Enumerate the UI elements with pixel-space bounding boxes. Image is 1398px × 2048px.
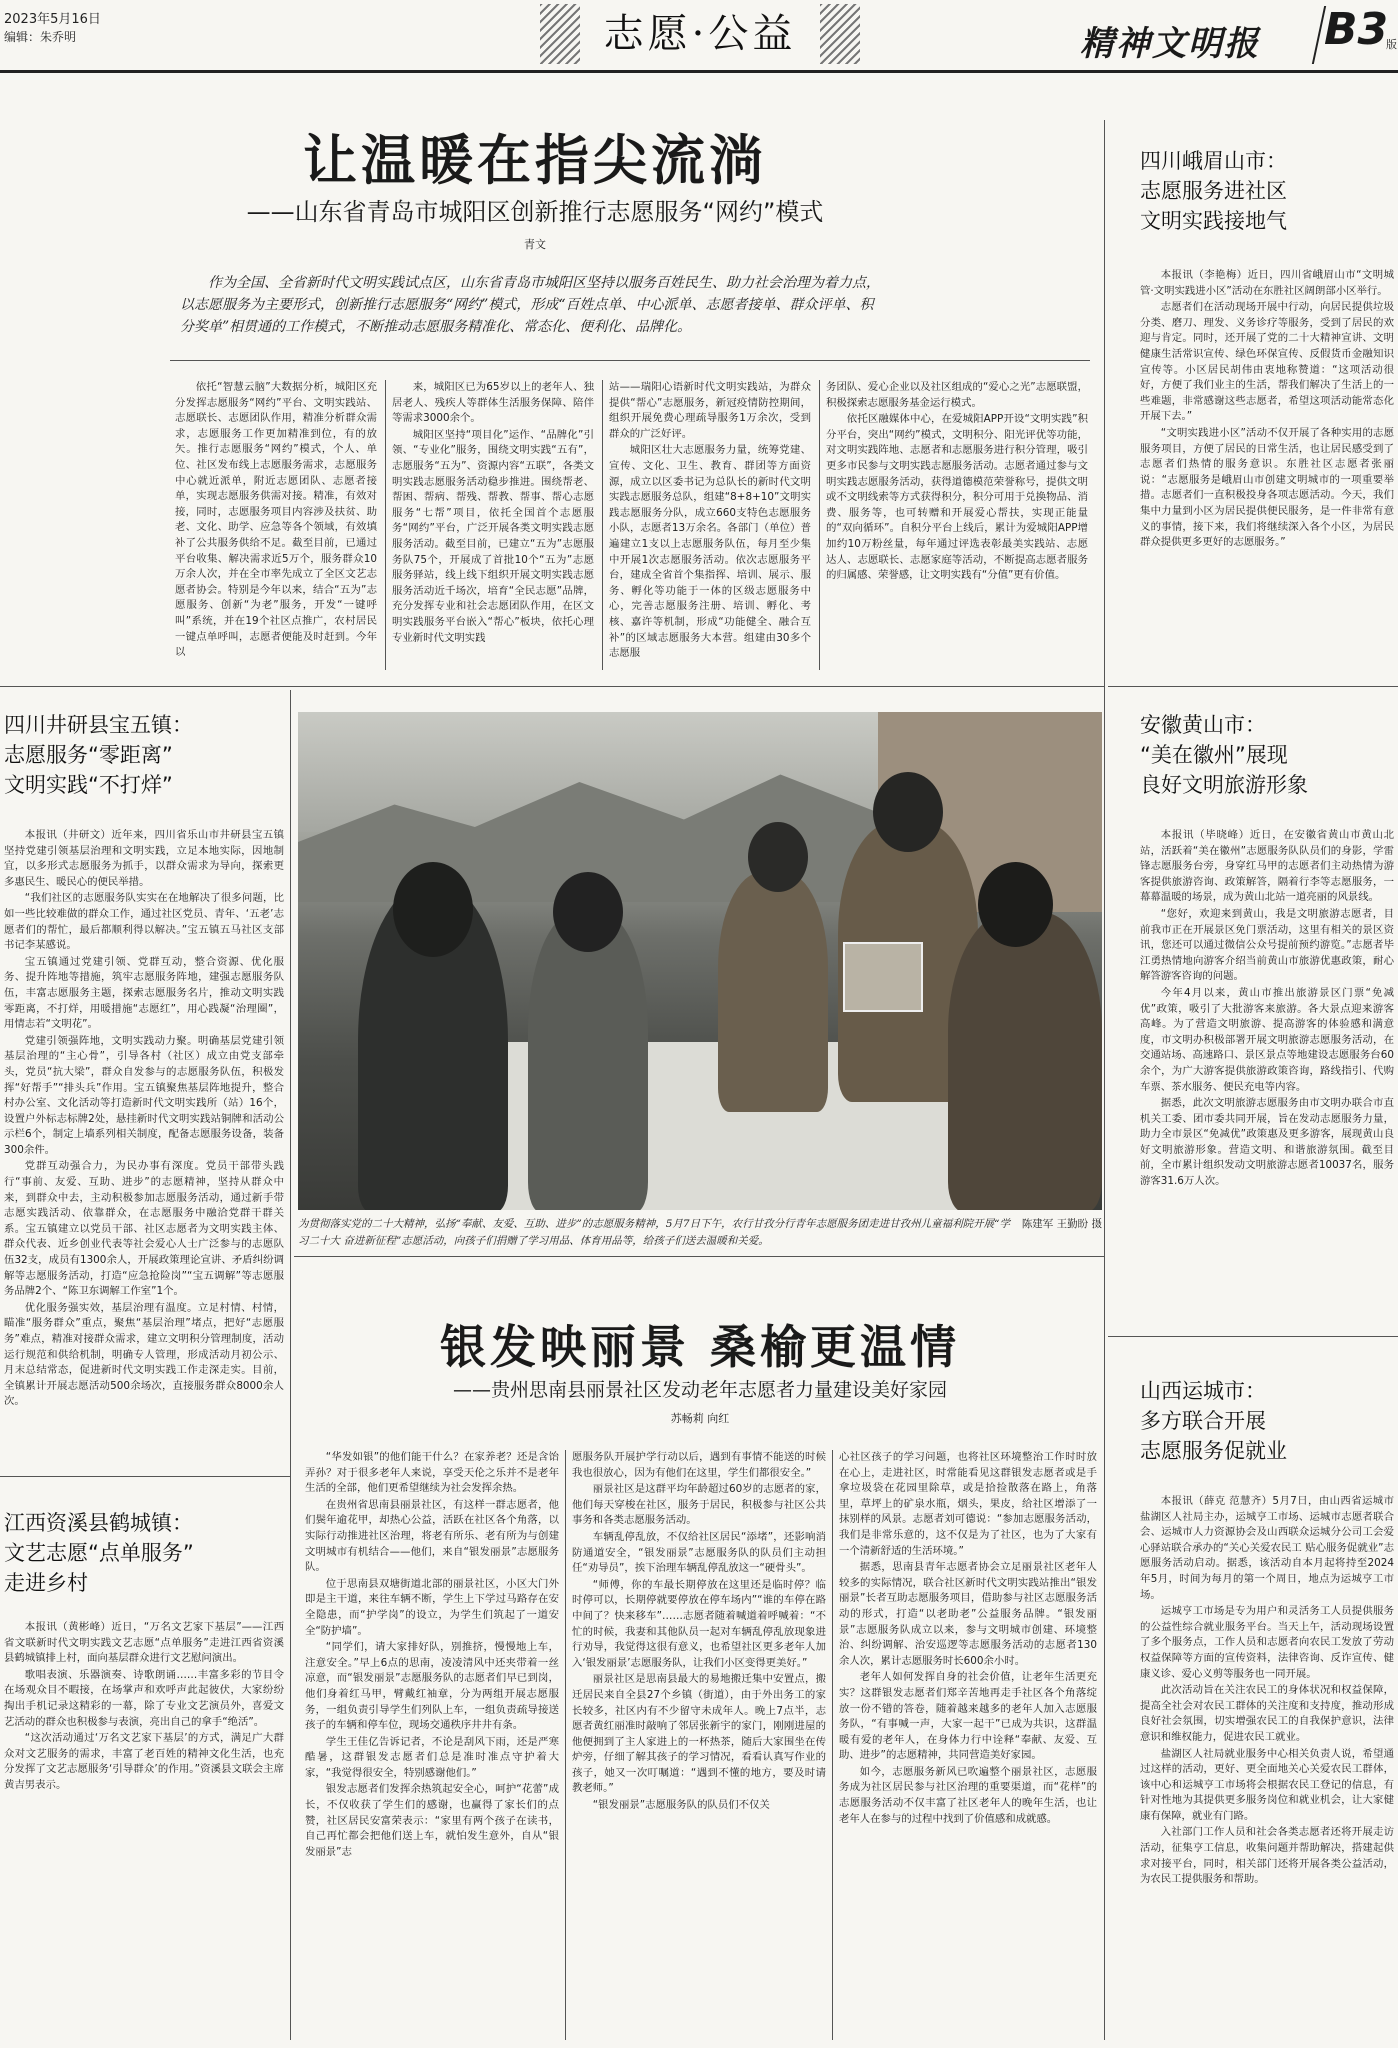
article2-column-2: 愿服务队开展护学行动以后，遇到有事情不能送的时候我也很放心，因为有他们在这里，学生们都很安全。” 丽景社区是这群平均年龄超过60岁的志愿者的家，他们每天穿梭在社区，服务于居民，积极参与社区公共事务和各类志愿服务活动。 车辆乱停乱放，不仅给社区居民“添堵”，还影响消防通道安全，“银发丽景”志愿服务队的队员们主动担任“劝导员”，挨下治理车辆乱停乱放这一“硬骨头”。 “师傅，你的车最长期停放在这里还是临时停？临时停可以，长期停就要停放在停车场内”“谁的车停在路中间了？快来移车”……志愿者随着喊道着呼喊着：“不忙的时候，我妻和其他队员一起对车辆乱停乱放现象进行劝导，我觉得这很有意义，也希望社区更多老年人加入‘银发丽景’志愿服务队，让我们小区变得更美好。” 丽景社区是思南县最大的易地搬迁集中安置点，搬迁居民来自全县27个乡镇（街道），由于外出务工的家长较多，社区内有不少留守未成年人。晚上7点半，志愿者黄红丽准时敲响了邻居张新宇的家门，刚刚进屋的他便拥到了主人家进上的一杯热茶，随后大家围坐在传炉旁，仔细了解其孩子的学习情况，看看认真写作业的孩子，她又一次叮嘱道：“遇到不懂的地方，要及时请教老师。” “银发丽景”志愿服务队的队员们不仅关 <box>572 1451 826 1812</box>
article2-subheadline: ——贵州思南县丽景社区发动老年志愿者力量建设美好家园 <box>452 1379 947 1401</box>
divider <box>294 1256 1104 1257</box>
photo-credit: 陈建军 王勤盼 摄 <box>1021 1218 1102 1230</box>
right-column-rule <box>1104 120 1105 2040</box>
photo-volunteer-1-head <box>748 822 808 892</box>
side-yuncheng-body: 本报讯（薛克 范慧齐）5月7日，由山西省运城市盐湖区人社局主办，运城亨工市场、运城市志愿者联合会、运城市人力资源协会及山西联众运城分公司工会爱心驿站联合承办的“关心关爱农民工 贴心服务促就业”志愿服务活动启动。据悉，该活动自本月起将持至2024年5月，时间为每月的第一个周日，地点为运城亨工市场。 运城亨工市场是专为用户和灵活务工人员提供服务的公益性综合就业服务平台。当天上午，活动现场设置了多个服务点，工作人员和志愿者向农民工发放了劳动权益保障等方面的宣传资料，法律咨询、反诈宣传、健康义诊、爱心义剪等服务也一同开展。 此次活动旨在关注农民工的身体状况和权益保障，提高全社会对农民工群体的关注度和支持度，推动形成良好社会氛围，切实增强农民工的自我保护意识，法律意识和维权能力，促进农民工就业。 盐湖区人社局就业服务中心相关负责人说，希望通过这样的活动，更好、更全面地关心关爱农民工群体，该中心和运城亨工市场将会根据农民工登记的信息，有针对性地为其提供更多服务岗位和就业机会，让大家健康有保障，就业有门路。 入社部门工作人员和社会各类志愿者还将开展走访活动，征集亨工信息，收集问题并帮助解决，搭建起供求对接平台，同时，相关部门还将开展各类公益活动，为农民工提供服务和帮助。 <box>1140 1495 1394 1886</box>
section-title: 志愿·公益 <box>603 11 797 57</box>
photo-volunteer-3 <box>948 912 1102 1210</box>
divider <box>0 1476 290 1477</box>
divider <box>1108 1336 1398 1337</box>
article1-lede: 作为全国、全省新时代文明实践试点区，山东省青岛市城阳区坚持以服务百姓民生、助力社会治理为着力点，以志愿服务为主要形式，创新推行志愿服务“网约”模式，形成“百姓点单、中心派单、志愿者接单、群众评单、积分奖单”相贯通的工作模式，不断推动志愿服务精准化、常态化、便利化、品牌化。 <box>180 275 880 335</box>
issue-date: 2023年5月16日 <box>4 12 101 27</box>
divider <box>170 360 1090 361</box>
article1-column-2: 来，城阳区已为65岁以上的老年人、独居老人、残疾人等群体生活服务保障、陪伴等需求3000余个。 城阳区坚持“项目化”运作、“品牌化”引领、“专业化”服务，围绕文明实践“五有”，志愿服务“五为”、资源内容“五联”，各类文明实践志愿服务活动稳步推进。围绕帮老、帮困、帮病、帮残、帮教、帮事、帮心志愿服务“七帮”项目，依托全国首个志愿服务“网约”平台，广泛开展各类文明实践志愿服务活动。截至目前，已建立“五为”志愿服务队75个，开展成了首批10个“五为”志愿服务驿站，线上线下组织开展文明实践志愿服务活动近千场次，培育“全民志愿”品牌，充分发挥专业和社会志愿团队作用，在区文明实践服务平台嵌入“帮心”板块，依托心理专业新时代文明实践 <box>392 381 594 644</box>
photo-caption <box>298 1216 1102 1250</box>
side-huangshan-title: 安徽黄山市： “美在徽州”展现 良好文明旅游形象 <box>1140 713 1308 797</box>
divider <box>565 1450 566 2040</box>
editor-credit: 编辑：朱乔明 <box>4 30 77 44</box>
side-jingyan-body: 本报讯（井研文）近年来，四川省乐山市井研县宝五镇坚持党建引领基层治理和文明实践，立足本地实际，因地制宜，以多形式志愿服务为抓手，以群众需求为导向，探索更多惠民生、暖民心的便民举措。 “我们社区的志愿服务队实实在在地解决了很多问题，比如一些比较难做的群众工作，通过社区党员、青年、‘五老’志愿者们的帮忙，最后都顺利得以解决。”宝五镇五马社区支部书记李某感说。 宝五镇通过党建引领、党群互动，整合资源、优化服务、提升阵地等措施，筑牢志愿服务阵地，建强志愿服务队伍，丰富志愿服务主题，探索志愿服务名片，推动文明实践零距离，不打烊，用暖措施“志愿红”，用心践凝“治理圈”，用情志若“文明花”。 党建引领强阵地，文明实践动力聚。明确基层党建引领基层治理的“主心骨”，引导各村（社区）成立由党支部牵头，党员“抗大梁”，群众自发参与的志愿服务队伍，积极发挥“好帮手”“排头兵”作用。宝五镇聚焦基层阵地提升，整合村办公室、文化活动等打造新时代文明实践所（站）16个，设置户外标志标牌2处，悬挂新时代文明实践站铜牌和活动公示栏6个，制定上墙系列相关制度，配备志愿服务设备，装备300余件。 党群互动强合力，为民办事有深度。党员干部带头践行“事前、友爱、互助、进步”的志愿精神，坚持从群众中来，到群众中去，主动积极参加志愿服务活动，通过新手带志愿实践活动、依靠群众，在志愿服务中融洽党群干群关系。宝五镇建立以党员干部、社区志愿者为文明实践主体、群众代表、近乡创业代表等社会爱心人士广泛参与的志愿队伍32支，成员有1300余人，开展政策理论宣讲、矛盾纠纷调解等志愿服务活动，打造“应急抢险岗”“宝五调解”等志愿服务品牌2个、“陈卫东调解工作室”1个。 优化服务强实效，基层治理有温度。立足村情、村情，瞄准“服务群众”重点，聚焦“基层治理”堵点，把好“志愿服务”难点，精准对接群众需求，建立文明积分管理制度，活动运行规范和供给机制，明确专人管理，形成活动月初公示、月末总结常态，促进新时代文明实践工作走深走实。目前，全镇累计开展志愿活动500余场次，直接服务群众8000余人次。 <box>4 829 284 1408</box>
side-zixi-body: 本报讯（黄彬峰）近日，“万名文艺家下基层”——江西省文联新时代文明实践文艺志愿“点单服务”走进江西省资溪县鹤城镇排上村，面向基层群众进行文艺慰问演出。 歌唱表演、乐器演奏、诗歌朗诵……丰富多彩的节目令在场观众目不暇接，在场掌声和欢呼声此起彼伏，大家纷纷掏出手机记录这精彩的一幕，除了专业文艺演员外，喜爱文艺活动的群众也积极参与表演，亮出自己的拿手“绝活”。 “这次活动通过‘万名文艺家下基层’的方式，满足广大群众对文艺服务的需求，丰富了老百姓的精神文化生活，也充分发挥了文艺志愿服务‘引导群众’的作用。”资溪县文联会主席黄吉男表示。 <box>4 1621 284 1791</box>
decorative-stripes-left <box>540 4 580 64</box>
masthead-rule <box>0 70 1398 73</box>
photo-volunteer-2-head <box>873 772 943 852</box>
article1-subheadline: ——山东省青岛市城阳区创新推行志愿服务“网约”模式 <box>246 198 824 226</box>
divider <box>832 1450 833 2040</box>
photo-volunteer-1 <box>718 872 828 1112</box>
side-jingyan-title: 四川井研县宝五镇： 志愿服务“零距离” 文明实践“不打烊” <box>4 713 193 797</box>
article1-column-4: 务团队、爱心企业以及社区组成的“爱心之光”志愿联盟，积极探索志愿服务基金运行模式。 依托区融媒体中心，在爱城阳APP开设“文明实践”积分平台，突出“网约”模式，文明积分、阳光评优等功能，对文明实践阵地、志愿者和志愿服务进行积分管理，吸引更多市民参与文明实践志愿服务活动。志愿者通过参与文明实践志愿服务活动，获得道德模范荣誉称号，提供文明或不文明线索等方式获得积分，积分可用于兑换物品、消费、服务等，也可转赠和开展爱心帮扶，实现正能量的“双向循环”。自积分平台上线后，累计为爱城阳APP增加约10万粉丝量，每年通过评选表彰最美实践站、志愿达人、志愿联长、志愿家庭等活动，不断提高志愿者服务的归属感、荣誉感，让文明实践有“分值”更有价值。 <box>826 381 1088 582</box>
article1-headline: 让温暖在指尖流淌 <box>303 129 767 192</box>
divider <box>602 380 603 670</box>
article1-column-1: 依托“智慧云脑”大数据分析，城阳区充分发挥志愿服务“网约”平台、文明实践站、志愿联长、志愿团队作用，精准分析群众需求，志愿服务工作更加精准到位，有的放矢。推行志愿服务“网约”模式，个人、单位、社区发布线上志愿服务需求，志愿服务中心就近派单，附近志愿团队、志愿者接单，实现志愿服务供需对接。精准，有效对接，同时，志愿服务项目内容涉及扶贫、助老、文化、助学、应急等各个领域，有效填补了公共服务供给不足。截至目前，已通过平台收集、解决需求近5万个，服务群众10万余人次，并在全市率先成立了全区文艺志愿者协会。特别是今年以来，结合“五为”志愿服务、创新“为老”服务，开发“一键呼叫”系统，并在19个社区点推广，农村居民一键点单呼叫，志愿者便能及时赶到。今年以 <box>175 381 377 659</box>
photo-caption-text: 为贯彻落实党的二十大精神，弘扬“奉献、友爱、互助、进步”的志愿服务精神，5月7日下午，农行甘孜分行青年志愿服务团走进甘孜州儿童福利院开展“学习二十大 奋进新征程”志愿活动，向孩子们捐赠了学习用品、体育用品等，给孩子们送去温暖和关爱。 <box>298 1218 1010 1247</box>
photo-sign-board <box>843 942 923 1012</box>
side-emei-title: 四川峨眉山市： 志愿服务进社区 文明实践接地气 <box>1140 149 1287 233</box>
side-zixi-title: 江西资溪县鹤城镇： 文艺志愿“点单服务” 走进乡村 <box>4 1511 194 1595</box>
photo-volunteer-3-head <box>978 862 1053 947</box>
photo-child-2-head <box>553 872 623 952</box>
news-photo-volunteers <box>298 712 1102 1210</box>
masthead <box>0 0 1398 74</box>
page-suffix: 版 <box>1386 38 1397 51</box>
decorative-stripes-right <box>820 4 860 64</box>
left-column-rule <box>290 690 291 2040</box>
side-yuncheng-title: 山西运城市： 多方联合开展 志愿服务促就业 <box>1140 1379 1287 1463</box>
divider <box>0 686 1104 687</box>
article1-column-3: 站——瑞阳心语新时代文明实践站，为群众提供“帮心”志愿服务，新冠疫情防控期间，组织开展免费心理疏导服务1万余次，受到群众的广泛好评。 城阳区壮大志愿服务力量，统筹党建、宣传、文化、卫生、教育、群团等方面资源，成立以区委书记为总队长的新时代文明实践志愿服务总队，组建“8+8+10”文明实践志愿服务分队，成立660支特色志愿服务小队，志愿者13万余名。各部门（单位）普遍建立1支以上志愿服务队伍，每月至少集中开展1次志愿服务活动。依次志愿服务平台，建成全省首个集指挥、培训、展示、服务、孵化等功能于一体的区级志愿服务中心，完善志愿服务注册、培训、孵化、考核、嘉许等机制，形成“功能健全、融合互补”的区域志愿服务大本营。组建由30多个志愿服 <box>609 381 811 660</box>
paper-name-logo: 精神文明报 <box>1080 24 1260 64</box>
divider <box>385 380 386 670</box>
article2-byline: 苏畅莉 向红 <box>670 1412 730 1425</box>
photo-child-1-head <box>393 862 473 957</box>
divider <box>819 380 820 670</box>
page-number: B3 <box>1324 4 1389 55</box>
divider <box>1108 686 1398 687</box>
article2-column-1: “华发如银”的他们能干什么？在家养老？还是含饴弄孙？对于很多老年人来说，享受天伦之乐并不是老年生活的全部，他们更希望继续为社会发挥余热。 在贵州省思南县丽景社区，有这样一群志愿者，他们鬓年逾花甲，却热心公益，活跃在社区各个角落，以实际行动推进社区治理，将老有所乐、老有所为与创建文明城市有机结合——他们，来自“银发丽景”志愿服务队。 位于思南县双塘街道北部的丽景社区，小区大门外即是主干道，来往车辆不断，学生上下学过马路存在安全隐患，而“护学岗”的设立，为学生们筑起了一道安全“防护墙”。 “同学们，请大家排好队，别推挤，慢慢地上车，注意安全。”早上6点的思南，凌凌清风中还夹带着一丝凉意，而“银发丽景”志愿服务队的志愿者们早已到岗，他们身着红马甲，臂戴红袖章，分为两组开展志愿服务，一组负责引导学生们列队上车，一组负责疏导接送孩子的车辆和停车位，现场交通秩序井井有条。 学生王佳亿告诉记者，不论是刮风下雨，还是严寒酷暑，这群银发志愿者们总是准时准点守护着大家，“我觉得很安全，特别感谢他们。” 银发志愿者们发挥余热筑起安全心，呵护“花蕾”成长，不仅收获了学生们的感谢，也赢得了家长们的点赞，社区居民安富荣表示：“家里有两个孩子在读书，自己再忙都会把他们送上车，就怕发生意外，自从“银发丽景”志 <box>305 1451 559 1858</box>
article1-byline: 青文 <box>524 238 546 251</box>
side-huangshan-body: 本报讯（毕晓峰）近日，在安徽省黄山市黄山北站，活跃着“美在徽州”志愿服务队队员们的身影，学雷锋志愿服务台旁，身穿红马甲的志愿者们主动热情为游客提供旅游咨询、政策解答，隔着行李等志愿服务，一幕幕温暖的场景，成为黄山北站一道亮丽的风景线。 “您好，欢迎来到黄山，我是文明旅游志愿者，目前我市正在开展景区免门票活动，这里有相关的景区资讯，您还可以通过微信公众号提前预约游览。”志愿者毕江勇热情地向游客介绍当前黄山市旅游优惠政策，耐心解答游客咨询的问题。 今年4月以来，黄山市推出旅游景区门票“免减优”政策，吸引了大批游客来旅游。各大景点迎来游客高峰。为了营造文明旅游、提高游客的体验感和满意度，市文明办积极部署开展文明旅游志愿服务活动，在交通站场、高速路口、景区景点等地建设志愿服务台60余个，为广大游客提供旅游政策咨询，路线指引、代购车票、茶水服务、便民充电等内容。 据悉，此次文明旅游志愿服务由市文明办联合市直机关工委、团市委共同开展，旨在发动志愿服务力量，助力全市景区“免减优”政策惠及更多游客，展现黄山良好文明旅游形象。营造文明、和谐旅游氛围。截至目前，全市累计组织发动文明旅游志愿者10037名，服务游客31.6万人次。 <box>1140 829 1394 1188</box>
article2-headline: 银发映丽景 桑榆更温情 <box>439 1320 960 1374</box>
article2-column-3: 心社区孩子的学习问题，也将社区环境整治工作时时放在心上，走进社区，时常能看见这群银发志愿者或是手拿垃圾袋在花园里除草，或是拾捡散落在路上，角落里，草坪上的矿泉水瓶，烟头，果皮，给社区增添了一抹别样的风景。志愿者刘可德说：“参加志愿服务活动，我们是非常乐意的，这不仅是为了社区，也为了大家有一个清新舒适的生活环境。” 据悉，思南县青年志愿者协会立足丽景社区老年人较多的实际情况，联合社区新时代文明实践站推出“银发丽景”长者互助志愿服务项目，借助参与社区志愿服务活动的形式，打造“以老助老”公益服务品牌。“银发丽景”志愿服务队成立以来，参与文明城市创建、环境整治、纠纷调解、治安巡逻等志愿服务活动的志愿者130余人次，累计志愿服务时长600余小时。 老年人如何发挥自身的社会价值，让老年生活更充实？这群银发志愿者们郑辛苦地再走手社区各个角落绽放一份不错的答卷，随着越来越多的老年人加入志愿服务队，“有事喊一声，大家一起干”已成为共识，这群温暖有爱的老年人，在身体力行中诠释“奉献、友爱、互助、进步”的志愿精神，共同营造美好家园。 如今，志愿服务新风已吹遍整个丽景社区，志愿服务成为社区居民参与社区治理的重要渠道，而“花样”的志愿服务活动不仅丰富了社区老年人的晚年生活，也让老年人在参与的过程中找到了价值感和成就感。 <box>839 1451 1097 1825</box>
side-emei-body: 本报讯（李艳梅）近日，四川省峨眉山市“文明城管·文明实践进小区”活动在东胜社区阔朗部小区举行。 志愿者们在活动现场开展中行动，向居民提供垃圾分类、磨刀、理发、义务诊疗等服务，受到了居民的欢迎与肯定。同时，还开展了党的二十大精神宣讲、文明健康生活常识宣传、绿色环保宣传、反假货币金融知识宣传等。小区居民胡伟由衷地称赞道：“这项活动很好，方便了我们业主的生活，帮我们解决了生活上的一些难题，非常感谢这些志愿者，希望这项活动能常态化开展下去。” “文明实践进小区”活动不仅开展了各种实用的志愿服务项目，方便了居民的日常生活，也让居民感受到了志愿者们热情的服务意识。东胜社区志愿者张丽说：“志愿服务是峨眉山市创建文明城市的一项重要举措。志愿者们一直积极投身各项志愿活动。今天，我们集中力量到小区为居民提供便民服务，是一件非常有意义的事情，接下来，我们将继续深入各个小区，为居民群众提供更多更好的志愿服务。” <box>1140 269 1394 549</box>
photo-child-2 <box>528 912 648 1210</box>
